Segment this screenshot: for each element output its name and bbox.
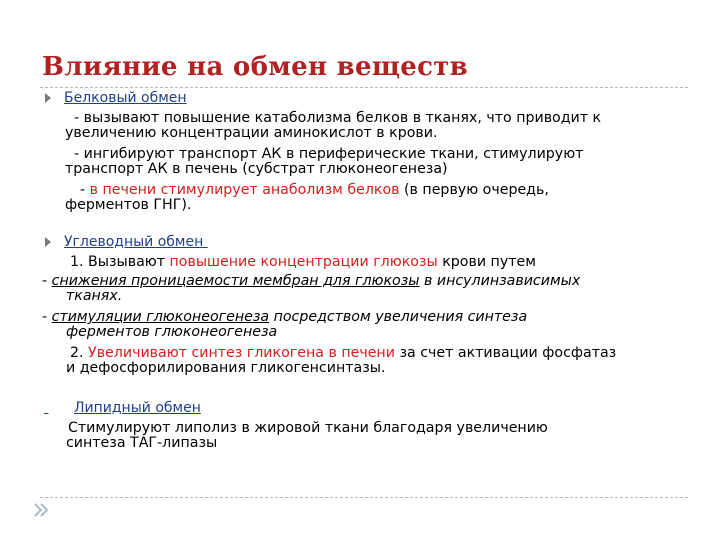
carb-item-2 [70, 345, 616, 361]
carb-sub-1-rest: в инсулинзависимых [419, 273, 581, 289]
top-divider [40, 87, 688, 88]
lipid-heading-underline-lead [44, 400, 74, 416]
protein-line-5-dash: - [80, 182, 90, 198]
carb-sub-2-rest: посредством увеличения синтеза [269, 309, 528, 325]
carb-sub-2-cont: ферментов глюконеогенеза [66, 324, 278, 340]
lipid-heading: Липидный обмен [74, 400, 201, 416]
lipid-heading-line [44, 400, 201, 416]
protein-line-1: - вызывают повышение катаболизма белков в тканях, что приводит к [74, 110, 602, 126]
triangle-bullet-icon [45, 237, 51, 247]
carb-sub-2-key: стимуляции глюконеогенеза [51, 309, 270, 325]
protein-line-5 [80, 182, 549, 198]
protein-line-5-rest: (в первую очередь, [399, 182, 549, 198]
carb-heading-underline-tail [203, 234, 215, 250]
triangle-bullet-icon [45, 93, 51, 103]
protein-line-6: ферментов ГНГ). [65, 197, 192, 213]
carb-sub-1-cont: тканях. [66, 288, 123, 304]
carb-item-1 [70, 254, 536, 270]
carb-item-2-rest: за счет активации фосфатаз [394, 345, 617, 361]
carb-item-2-lead: 2. [70, 345, 89, 361]
carb-item-1-highlight: повышение концентрации глюкозы [169, 254, 438, 270]
slide-title: Влияние на обмен веществ [42, 52, 469, 82]
carb-heading: Углеводный обмен [64, 234, 204, 250]
protein-heading: Белковый обмен [64, 90, 187, 106]
carb-sub-1-key: снижения проницаемости мембран для глюкозы [51, 273, 420, 289]
carb-sub-1 [42, 273, 580, 289]
carb-item-1-lead: 1. Вызывают [70, 254, 170, 270]
carb-heading-line [64, 234, 215, 250]
carb-item-1-rest: крови путем [437, 254, 536, 270]
protein-line-4: транспорт АК в печень (субстрат глюконеогенеза) [65, 161, 448, 177]
chevron-double-right-icon [32, 501, 50, 519]
carb-sub-2 [42, 309, 527, 325]
protein-line-5-highlight: в печени стимулирует анаболизм белков [89, 182, 400, 198]
protein-line-2: увеличению концентрации аминокислот в крови. [65, 125, 438, 141]
lipid-line-1: Стимулируют липолиз в жировой ткани благодаря увеличению [68, 420, 548, 436]
carb-item-2-highlight: Увеличивают синтез гликогена в печени [88, 345, 395, 361]
lipid-line-2: синтеза ТАГ-липазы [66, 435, 218, 451]
bottom-divider [40, 497, 688, 498]
protein-heading-line [64, 90, 187, 106]
carb-item-2-cont: и дефосфорилирования гликогенсинтазы. [66, 360, 386, 376]
carb-sub-1-dash: - [42, 273, 52, 289]
carb-sub-2-dash: - [42, 309, 52, 325]
protein-line-3: - ингибируют транспорт АК в периферические ткани, стимулируют [74, 146, 584, 162]
